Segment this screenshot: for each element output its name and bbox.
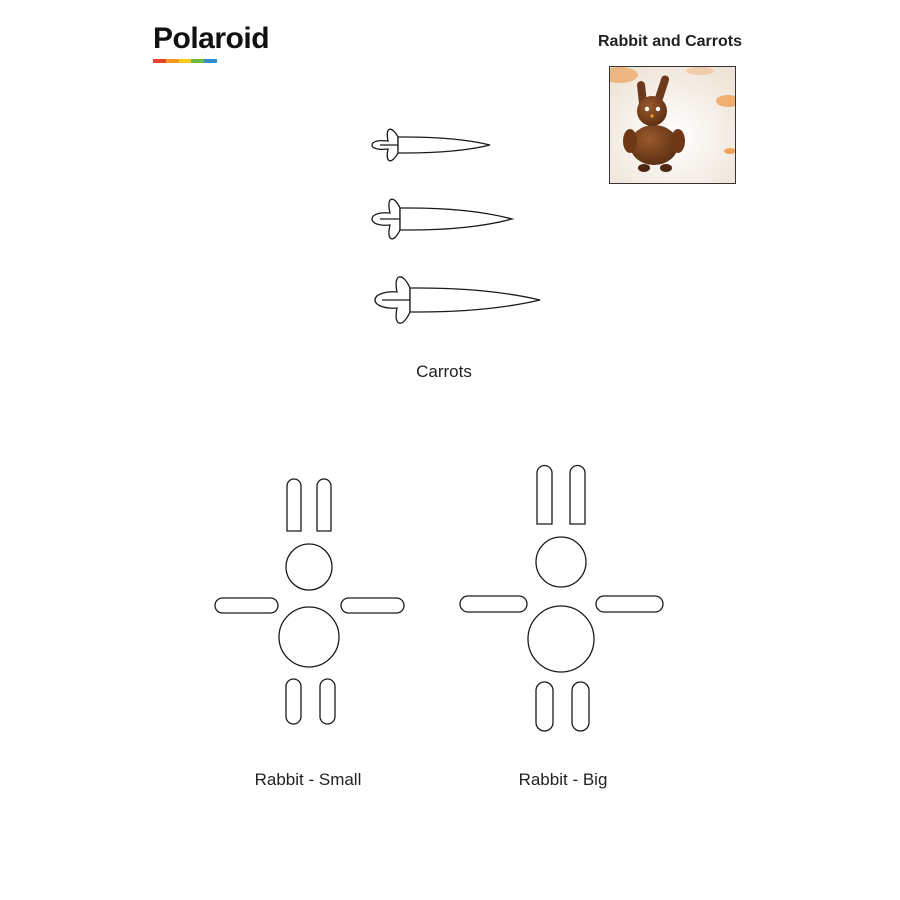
document-title: Rabbit and Carrots — [597, 33, 742, 50]
rabbit-big-body — [528, 606, 594, 672]
rabbit-big-leg-right — [572, 682, 589, 731]
rabbit-small-arm-right — [341, 598, 404, 613]
rabbit-big-leg-left — [536, 682, 553, 731]
rabbit-small-leg-left — [286, 679, 301, 724]
carrots-caption: Carrots — [416, 362, 472, 381]
rabbit-small-template — [215, 479, 404, 724]
carrot-small — [372, 129, 490, 161]
carrot-large — [375, 277, 540, 323]
rabbit-small-ear-right — [317, 479, 331, 531]
rabbit-small-head — [286, 544, 332, 590]
rabbit-small-arm-left — [215, 598, 278, 613]
rabbit-small-ear-left — [287, 479, 301, 531]
carrot-medium — [372, 199, 512, 239]
rabbit-big-caption: Rabbit - Big — [518, 770, 608, 789]
brand-name: Polaroid — [153, 22, 270, 55]
rabbit-big-arm-left — [460, 596, 527, 612]
rabbit-big-ear-left — [537, 466, 552, 524]
rabbit-big-head — [536, 537, 586, 587]
rabbit-big-arm-right — [596, 596, 663, 612]
rabbit-big-ear-right — [570, 466, 585, 524]
rabbit-small-leg-right — [320, 679, 335, 724]
rabbit-small-caption: Rabbit - Small — [254, 770, 362, 789]
rabbit-small-body — [279, 607, 339, 667]
rabbit-big-template — [460, 466, 663, 731]
